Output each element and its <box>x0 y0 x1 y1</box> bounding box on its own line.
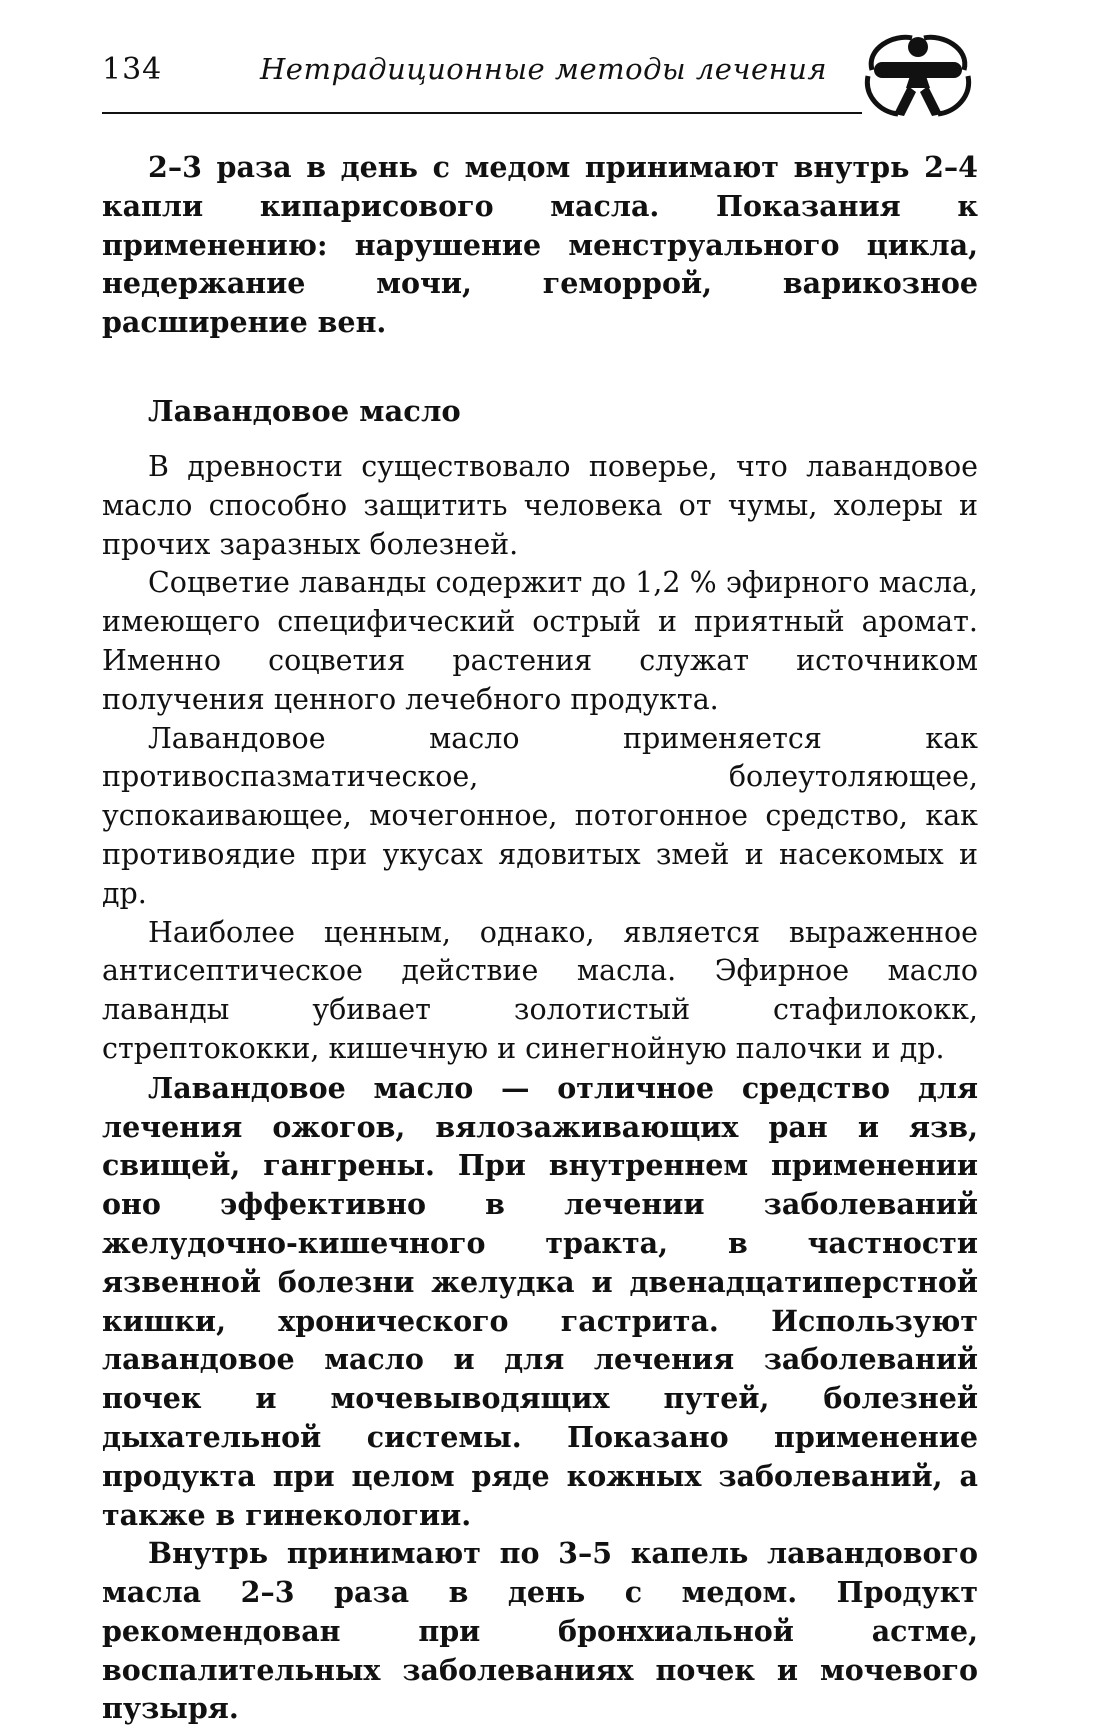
body-text <box>102 148 978 1728</box>
paragraph: Соцветие лаванды содержит до 1,2 % эфирного масла, имеющего специфический острый и приятный аромат. Именно соцветия растения служат источником получения ценного лечебного продукта. <box>102 566 978 716</box>
page-number: 134 <box>102 52 163 87</box>
title-spacer <box>102 430 978 448</box>
paragraph: Наиболее ценным, однако, является выраженное антисептическое действие масла. Эфирное масло лаванды убивает золотистый стафилококк, стрептококки, кишечную и синегнойную палочки и др. <box>102 915 978 1065</box>
section-spacer <box>102 342 978 392</box>
paragraph: Внутрь принимают по 3–5 капель лавандового масла 2–3 раза в день с медом. Продукт рекомендован при бронхиальной астме, воспалительных заболеваниях почек и мочевого пузыря. <box>102 1536 978 1726</box>
page-header <box>102 38 982 120</box>
intro-paragraph: 2–3 раза в день с медом принимают внутрь 2–4 капли кипарисового масла. Показания к применению: нарушение менструального цикла, недержание мочи, геморрой, варикозное расширение вен. <box>102 150 978 340</box>
paragraph: В древности существовало поверье, что лавандовое масло способно защитить человека от чумы, холеры и прочих заразных болезней. <box>102 449 978 561</box>
header-rule <box>102 112 862 114</box>
section-title: Лавандовое масло <box>148 393 461 428</box>
paragraph: Лавандовое масло применяется как противоспазматическое, болеутоляющее, успокаивающее, мочегонное, потогонное средство, как противоядие при укусах ядовитых змей и насекомых и др. <box>102 721 978 910</box>
running-title: Нетрадиционные методы лечения <box>260 52 828 86</box>
paragraph: Лавандовое масло — отличное средство для лечения ожогов, вялозаживающих ран и язв, свищей, гангрены. При внутреннем применении оно эффективно в лечении заболеваний желудочно-кишечного тракта, в частности язвенной болезни желудка и двенадцатиперстной кишки, хронического гастрита. Используют лавандовое масло и для лечения заболеваний почек и мочевыводящих путей, болезней дыхательной системы. Показано применение продукта при целом ряде кожных заболеваний, а также в гинекологии. <box>102 1070 978 1532</box>
human-figure-emblem-icon <box>854 30 982 120</box>
